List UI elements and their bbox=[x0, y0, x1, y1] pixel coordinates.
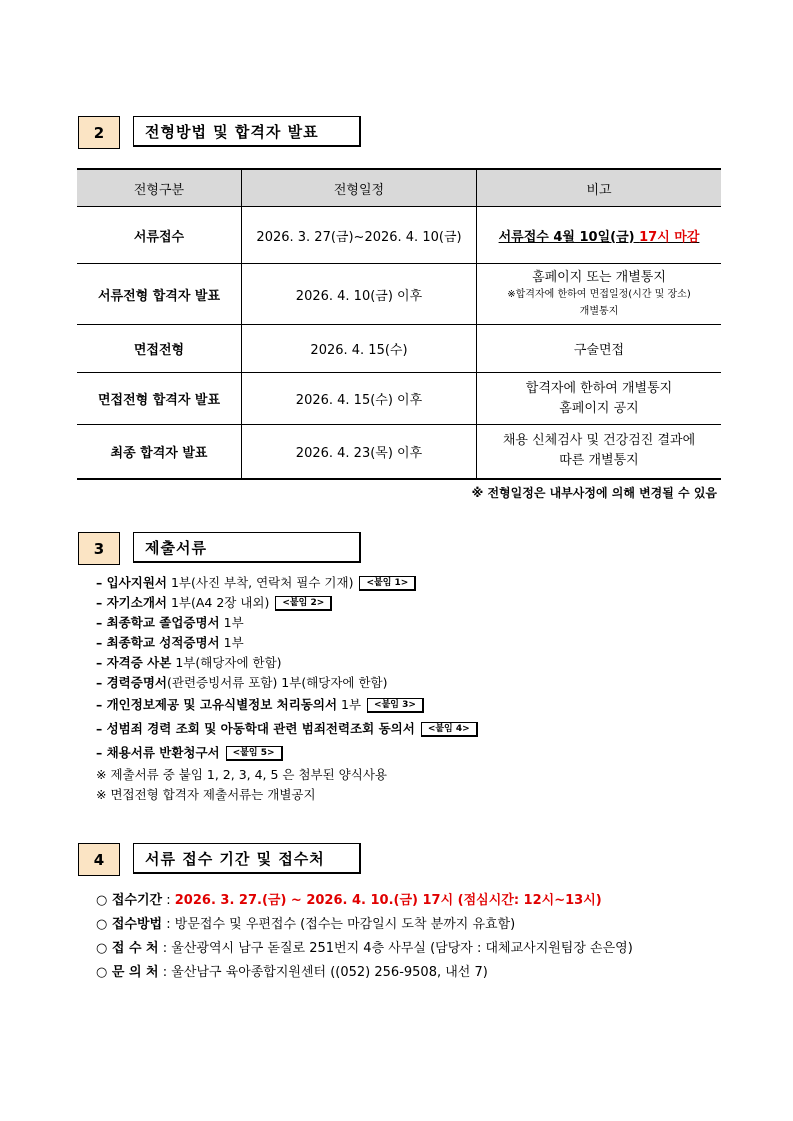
list-item: – 개인정보제공 및 고유식별정보 처리동의서 1부 <붙임 3> bbox=[96, 693, 478, 717]
section-4-header bbox=[78, 843, 361, 876]
info-value: 2026. 3. 27.(금) ~ 2026. 4. 10.(금) 17시 (점심시간: 12시~13시) bbox=[174, 893, 602, 908]
note-line: 홈페이지 공지 bbox=[559, 400, 639, 416]
row-type: 서류접수 bbox=[77, 207, 242, 264]
attachment-tag: <붙임 4> bbox=[421, 722, 478, 737]
note-line: 따른 개별통지 bbox=[559, 453, 639, 469]
list-item: – 성범죄 경력 조회 및 아동학대 관련 범죄전력조회 동의서 <붙임 4> bbox=[96, 717, 478, 741]
row-type: 최종 합격자 발표 bbox=[77, 425, 242, 479]
info-label: ○ 접수방법 bbox=[96, 917, 163, 932]
attachment-tag: <붙임 5> bbox=[226, 746, 283, 761]
doc-name: 최종학교 졸업증명서 bbox=[106, 615, 220, 630]
list-item: – 자기소개서 1부(A4 2장 내외) <붙임 2> bbox=[96, 593, 478, 613]
section-title: 제출서류 bbox=[133, 532, 361, 563]
note-text: 서류접수 4월 10일(금) bbox=[498, 229, 640, 245]
doc-name: 경력증명서 bbox=[106, 675, 167, 690]
submission-info bbox=[96, 889, 633, 985]
note-line: 채용 신체검사 및 건강검진 결과에 bbox=[502, 433, 696, 449]
table-row bbox=[77, 425, 721, 479]
info-row: ○ 접수기간 : 2026. 3. 27.(금) ~ 2026. 4. 10.(금) 17시 (점심시간: 12시~13시) bbox=[96, 893, 602, 908]
doc-name: 입사지원서 bbox=[106, 575, 167, 590]
table-row bbox=[77, 207, 721, 264]
list-item: – 경력증명서(관련증빙서류 포함) 1부(해당자에 한함) bbox=[96, 675, 388, 690]
list-item: – 입사지원서 1부(사진 부착, 연락처 필수 기재) <붙임 1> bbox=[96, 573, 478, 593]
note-line: 홈페이지 또는 개별통지 bbox=[532, 269, 666, 285]
row-note: 구술면접 bbox=[477, 325, 722, 373]
note-line: 개별통지 bbox=[579, 305, 619, 317]
attachment-tag: <붙임 1> bbox=[359, 576, 416, 591]
info-value: 울산광역시 남구 돋질로 251번지 4층 사무실 (담당자 : 대체교사지원팀장 손은영) bbox=[171, 941, 633, 956]
note-line: 합격자에 한하여 개별통지 bbox=[525, 380, 673, 396]
section-number: 4 bbox=[78, 843, 120, 876]
document-list bbox=[96, 573, 478, 805]
list-item: – 채용서류 반환청구서 <붙임 5> bbox=[96, 741, 478, 765]
column-header: 전형구분 bbox=[77, 169, 242, 207]
table-row bbox=[77, 373, 721, 425]
info-row: ○ 문 의 처 : 울산남구 육아종합지원센터 ((052) 256-9508, 내선 7) bbox=[96, 965, 488, 980]
section-number: 2 bbox=[78, 116, 120, 149]
list-item: – 최종학교 졸업증명서 1부 bbox=[96, 615, 244, 630]
section-title: 서류 접수 기간 및 접수처 bbox=[133, 843, 361, 874]
info-value: 울산남구 육아종합지원센터 ((052) 256-9508, 내선 7) bbox=[171, 965, 488, 980]
section-title: 전형방법 및 합격자 발표 bbox=[133, 116, 361, 147]
section-number: 3 bbox=[78, 532, 120, 565]
row-date: 2026. 4. 10(금) 이후 bbox=[242, 264, 477, 325]
row-date: 2026. 4. 23(목) 이후 bbox=[242, 425, 477, 479]
table-header-row bbox=[77, 169, 721, 207]
row-type: 면접전형 bbox=[77, 325, 242, 373]
schedule-footnote: ※ 전형일정은 내부사정에 의해 변경될 수 있음 bbox=[471, 486, 717, 500]
doc-name: 자기소개서 bbox=[106, 595, 167, 610]
row-note bbox=[477, 425, 722, 479]
deadline-text: 17시 마감 bbox=[639, 229, 700, 245]
note-line: ※ 제출서류 중 붙임 1, 2, 3, 4, 5 은 첨부된 양식사용 bbox=[96, 767, 387, 782]
attachment-tag: <붙임 3> bbox=[367, 698, 424, 713]
section-2-header bbox=[78, 116, 361, 149]
info-label: ○ 문 의 처 bbox=[96, 965, 159, 980]
doc-name: 성범죄 경력 조회 및 아동학대 관련 범죄전력조회 동의서 bbox=[106, 721, 415, 736]
table-row bbox=[77, 325, 721, 373]
note-line: ※ 면접전형 합격자 제출서류는 개별공지 bbox=[96, 787, 316, 802]
table-row bbox=[77, 264, 721, 325]
row-date: 2026. 4. 15(수) bbox=[242, 325, 477, 373]
note-line: ※합격자에 한하여 면접일정(시간 및 장소) bbox=[507, 288, 691, 300]
section-3-header bbox=[78, 532, 361, 565]
info-row: ○ 접 수 처 : 울산광역시 남구 돋질로 251번지 4층 사무실 (담당자 : 대체교사지원팀장 손은영) bbox=[96, 941, 633, 956]
column-header: 전형일정 bbox=[242, 169, 477, 207]
doc-name: 개인정보제공 및 고유식별정보 처리동의서 bbox=[106, 697, 338, 712]
row-type: 면접전형 합격자 발표 bbox=[77, 373, 242, 425]
row-date: 2026. 4. 15(수) 이후 bbox=[242, 373, 477, 425]
row-date: 2026. 3. 27(금)~2026. 4. 10(금) bbox=[242, 207, 477, 264]
attachment-tag: <붙임 2> bbox=[275, 596, 332, 611]
list-item: – 최종학교 성적증명서 1부 bbox=[96, 635, 244, 650]
schedule-table bbox=[77, 168, 721, 480]
doc-name: 채용서류 반환청구서 bbox=[106, 745, 220, 760]
info-label: ○ 접 수 처 bbox=[96, 941, 159, 956]
info-row: ○ 접수방법 : 방문접수 및 우편접수 (접수는 마감일시 도착 분까지 유효함) bbox=[96, 917, 516, 932]
doc-name: 최종학교 성적증명서 bbox=[106, 635, 220, 650]
info-value: 방문접수 및 우편접수 (접수는 마감일시 도착 분까지 유효함) bbox=[174, 917, 516, 932]
row-type: 서류전형 합격자 발표 bbox=[77, 264, 242, 325]
doc-name: 자격증 사본 bbox=[106, 655, 172, 670]
row-note bbox=[477, 373, 722, 425]
list-item: – 자격증 사본 1부(해당자에 한함) bbox=[96, 655, 282, 670]
row-note bbox=[477, 264, 722, 325]
column-header: 비고 bbox=[477, 169, 722, 207]
info-label: ○ 접수기간 bbox=[96, 893, 163, 908]
row-note bbox=[477, 207, 722, 264]
